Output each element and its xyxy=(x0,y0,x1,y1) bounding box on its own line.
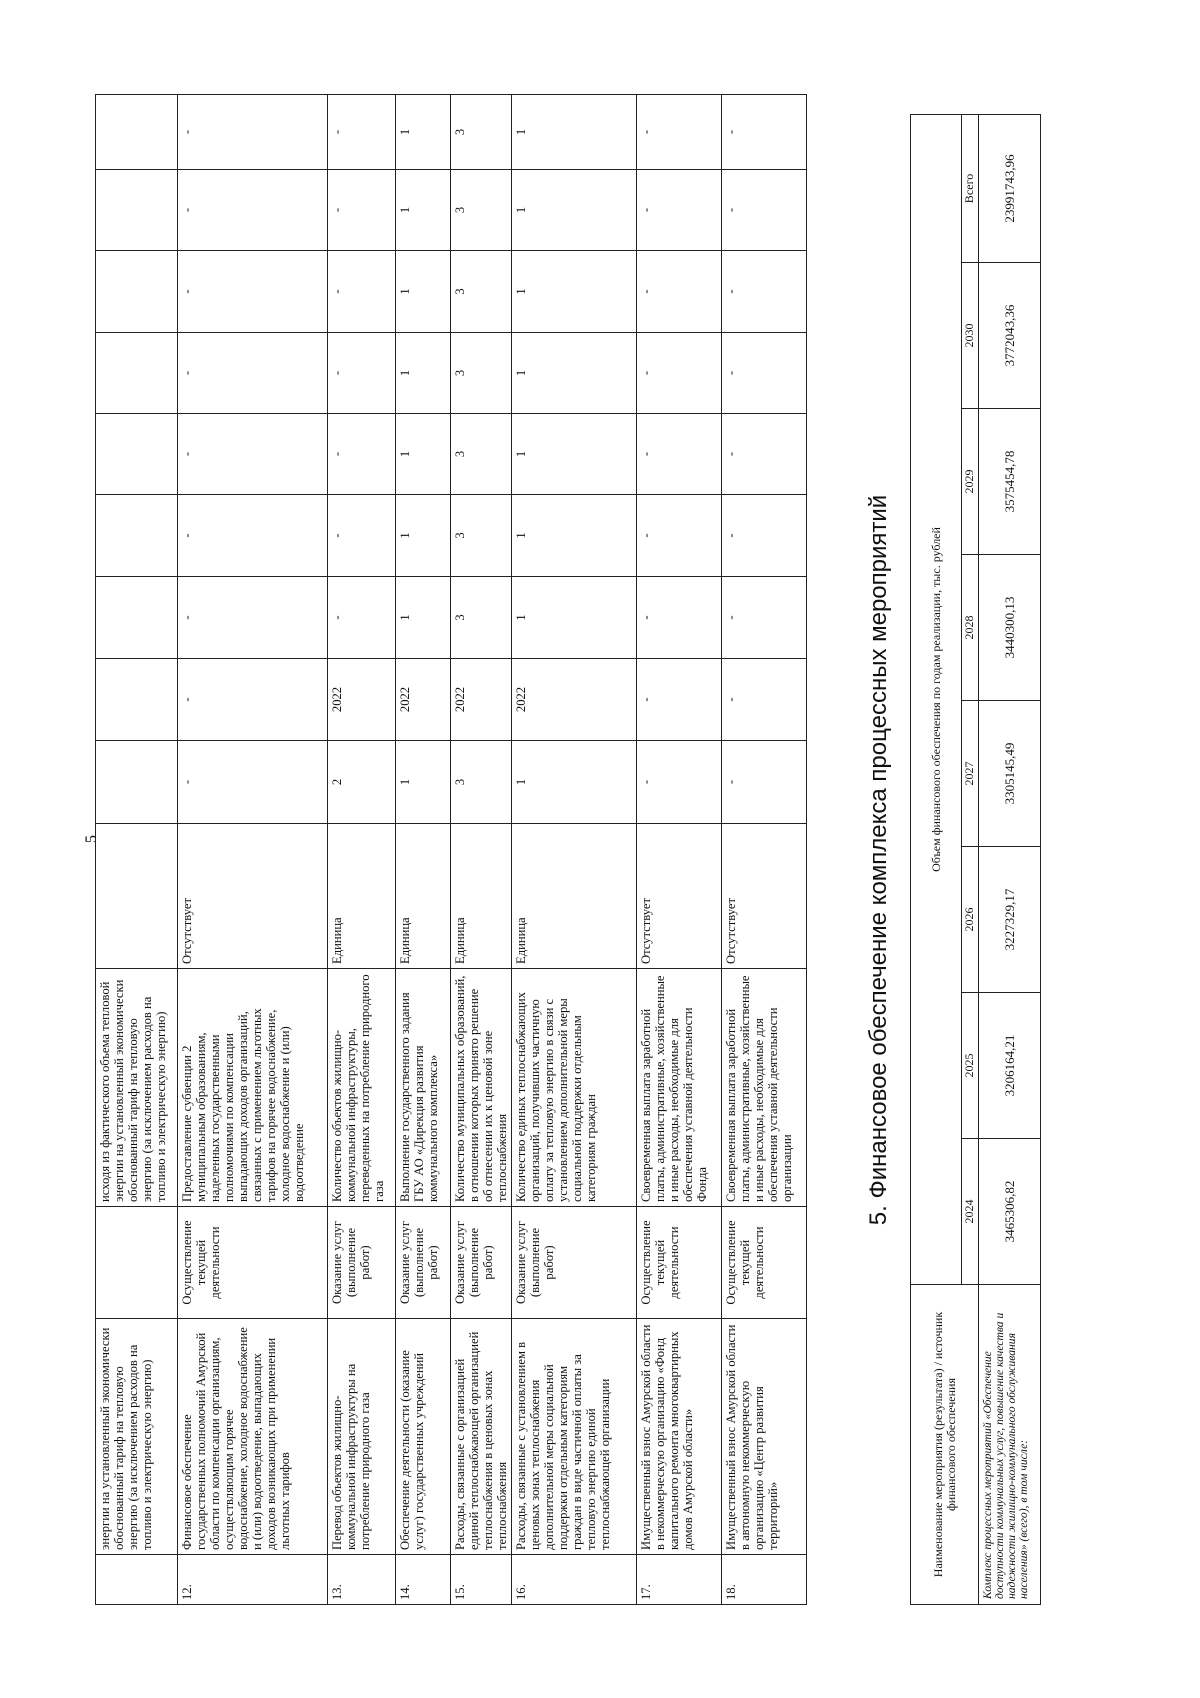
unit-of-measure: Единица xyxy=(396,824,451,969)
result-description: Количество единых теплоснабжающих организаций, получивших частичную оплату за тепловую энергию в связи с установлением дополнительной меры социальной поддержки отдельным категориям граждан xyxy=(512,969,637,1207)
value-2028: - xyxy=(722,251,807,333)
base-value: 1 xyxy=(512,741,637,824)
value-2028: 3 xyxy=(451,251,512,333)
value-2030: - xyxy=(637,95,722,170)
value-2026 xyxy=(96,414,178,495)
process-measures-table xyxy=(95,94,807,1605)
row-number: 16. xyxy=(512,1555,637,1605)
value-2030: 1 xyxy=(396,95,451,170)
row-number: 17. xyxy=(637,1555,722,1605)
unit-of-measure: Отсутствует xyxy=(178,824,328,969)
value-2026: - xyxy=(328,414,396,495)
value-2027: - xyxy=(722,333,807,414)
rotated-page-content xyxy=(95,85,1105,1605)
base-year: 2022 xyxy=(512,659,637,741)
financing-year-header: Всего xyxy=(962,114,979,262)
financing-value: 3206164,21 xyxy=(979,993,1041,1139)
value-2027: 3 xyxy=(451,333,512,414)
value-2024: - xyxy=(722,577,807,659)
base-value: 1 xyxy=(396,741,451,824)
measure-name: энергии на установленный экономически обоснованный тариф на тепловую энергию (за исключением расходов на топливо и электрическую энергию) xyxy=(96,1319,178,1555)
row-number xyxy=(96,1555,178,1605)
value-2030: - xyxy=(178,95,328,170)
value-2029: - xyxy=(722,170,807,251)
financing-value: 3227329,17 xyxy=(979,847,1041,993)
financing-year-header: 2029 xyxy=(962,409,979,555)
value-2024: 1 xyxy=(512,577,637,659)
value-2025: - xyxy=(178,495,328,577)
value-2024: - xyxy=(178,577,328,659)
value-2026: - xyxy=(637,414,722,495)
value-2025 xyxy=(96,495,178,577)
measure-type: Осуществление текущей деятельности xyxy=(637,1207,722,1319)
base-value: - xyxy=(178,741,328,824)
row-number: 15. xyxy=(451,1555,512,1605)
value-2024: - xyxy=(637,577,722,659)
base-year: 2022 xyxy=(396,659,451,741)
unit-of-measure: Единица xyxy=(328,824,396,969)
financing-year-header: 2027 xyxy=(962,701,979,847)
financing-year-header: 2026 xyxy=(962,847,979,993)
table-row xyxy=(328,95,396,1605)
base-year: - xyxy=(722,659,807,741)
unit-of-measure xyxy=(96,824,178,969)
row-number: 18. xyxy=(722,1555,807,1605)
unit-of-measure: Отсутствует xyxy=(722,824,807,969)
measure-name: Имущественный взнос Амурской области в некоммерческую организацию «Фонд капитального ремонта многоквартирных домов Амурской области» xyxy=(637,1319,722,1555)
financing-value: 3575454,78 xyxy=(979,409,1041,555)
table-row xyxy=(722,95,807,1605)
measure-type: Осуществление текущей деятельности xyxy=(178,1207,328,1319)
value-2029: 1 xyxy=(396,170,451,251)
result-description: Своевременная выплата заработной платы, административные, хозяйственные и иные расходы, необходимые для обеспечения уставной деятельности Фонда xyxy=(637,969,722,1207)
value-2024: - xyxy=(328,577,396,659)
measure-name: Обеспечение деятельности (оказание услуг) государственных учреждений xyxy=(396,1319,451,1555)
result-description: Количество объектов жилищно-коммунальной инфраструктуры, переведенных на потребление природного газа xyxy=(328,969,396,1207)
value-2028 xyxy=(96,251,178,333)
row-number: 12. xyxy=(178,1555,328,1605)
value-2028: - xyxy=(637,251,722,333)
value-2024: 1 xyxy=(396,577,451,659)
financing-value: 3440300,13 xyxy=(979,555,1041,701)
value-2027: 1 xyxy=(512,333,637,414)
base-value: - xyxy=(637,741,722,824)
value-2029: 1 xyxy=(512,170,637,251)
base-year: 2022 xyxy=(451,659,512,741)
result-description: Своевременная выплата заработной платы, административные, хозяйственные и иные расходы, необходимые для обеспечения уставной деятельности организации xyxy=(722,969,807,1207)
measure-name: Перевод объектов жилищно-коммунальной инфраструктуры на потребление природного газа xyxy=(328,1319,396,1555)
value-2029: 3 xyxy=(451,170,512,251)
value-2030: 1 xyxy=(512,95,637,170)
value-2027: - xyxy=(178,333,328,414)
value-2027: - xyxy=(328,333,396,414)
table-row xyxy=(512,95,637,1605)
value-2026: - xyxy=(178,414,328,495)
measure-type xyxy=(96,1207,178,1319)
table-row xyxy=(637,95,722,1605)
unit-of-measure: Отсутствует xyxy=(637,824,722,969)
value-2024 xyxy=(96,577,178,659)
financing-value: 3772043,36 xyxy=(979,263,1041,409)
unit-of-measure: Единица xyxy=(512,824,637,969)
value-2029: - xyxy=(328,170,396,251)
financing-table xyxy=(910,114,1041,1605)
value-2025: 1 xyxy=(512,495,637,577)
measure-type: Оказание услуг (выполнение работ) xyxy=(451,1207,512,1319)
measure-name: Финансовое обеспечение государственных полномочий Амурской области по компенсации организациям, осуществляющим горячее водоснабжение, холодное водоснабжение и (или) водоотведение, выпадающих доходов возникающих при применении льготных тарифов xyxy=(178,1319,328,1555)
result-description: исходя из фактического объема тепловой энергии на установленный экономически обоснованный тариф на тепловую энергию (за исключением расходов на топливо и электрическую энергию) xyxy=(96,969,178,1207)
base-year xyxy=(96,659,178,741)
measure-name: Расходы, связанные с установлением в ценовых зонах теплоснабжения дополнительной меры социальной поддержки отдельным категориям граждан в виде частичной оплаты за тепловую энергию единой теплоснабжающей организации xyxy=(512,1319,637,1555)
value-2030: - xyxy=(722,95,807,170)
value-2027: 1 xyxy=(396,333,451,414)
value-2026: 1 xyxy=(512,414,637,495)
result-description: Предоставление субвенции 2 муниципальным образованиям, наделенных государственными полномочиями по компенсации выпадающих доходов организаций, связанных с применением льготных тарифов на горячее водоснабжение, холодное водоснабжение и (или) водоотведение xyxy=(178,969,328,1207)
value-2025: - xyxy=(328,495,396,577)
financing-value: 3465306,82 xyxy=(979,1139,1041,1285)
base-value: 2 xyxy=(328,741,396,824)
base-value xyxy=(96,741,178,824)
value-2027: - xyxy=(637,333,722,414)
financing-value: 23991743,96 xyxy=(979,114,1041,262)
financing-header-volume: Объем финансового обеспечения по годам реализации, тыс. рублей xyxy=(911,114,962,1284)
measure-type: Оказание услуг (выполнение работ) xyxy=(396,1207,451,1319)
financing-year-header: 2028 xyxy=(962,555,979,701)
base-year: - xyxy=(637,659,722,741)
financing-value: 3305145,49 xyxy=(979,701,1041,847)
value-2025: - xyxy=(722,495,807,577)
value-2026: 3 xyxy=(451,414,512,495)
table-row xyxy=(451,95,512,1605)
value-2025: 3 xyxy=(451,495,512,577)
value-2030: - xyxy=(328,95,396,170)
measure-type: Осуществление текущей деятельности xyxy=(722,1207,807,1319)
section-5-title: 5. Финансовое обеспечение комплекса процессных мероприятий xyxy=(865,494,892,1226)
measure-name: Расходы, связанные с организацией единой теплоснабжающей организацией теплоснабжения в ценовых зонах теплоснабжения xyxy=(451,1319,512,1555)
value-2025: - xyxy=(637,495,722,577)
table-row xyxy=(396,95,451,1605)
measure-type: Оказание услуг (выполнение работ) xyxy=(512,1207,637,1319)
base-year: 2022 xyxy=(328,659,396,741)
financing-year-header: 2030 xyxy=(962,263,979,409)
financing-year-header: 2025 xyxy=(962,993,979,1139)
base-value: - xyxy=(722,741,807,824)
value-2028: 1 xyxy=(512,251,637,333)
unit-of-measure: Единица xyxy=(451,824,512,969)
value-2028: - xyxy=(328,251,396,333)
table-row xyxy=(96,95,178,1605)
row-number: 13. xyxy=(328,1555,396,1605)
value-2029: - xyxy=(178,170,328,251)
value-2025: 1 xyxy=(396,495,451,577)
row-number: 14. xyxy=(396,1555,451,1605)
value-2029 xyxy=(96,170,178,251)
value-2028: 1 xyxy=(396,251,451,333)
financing-header-name: Наименование мероприятия (результата) / источник финансового обеспечения xyxy=(911,1285,979,1605)
value-2030: 3 xyxy=(451,95,512,170)
value-2027 xyxy=(96,333,178,414)
value-2026: 1 xyxy=(396,414,451,495)
value-2030 xyxy=(96,95,178,170)
table-row xyxy=(178,95,328,1605)
measure-type: Оказание услуг (выполнение работ) xyxy=(328,1207,396,1319)
result-description: Выполнение государственного задания ГБУ АО «Дирекция развития коммунального комплекса» xyxy=(396,969,451,1207)
value-2028: - xyxy=(178,251,328,333)
financing-year-header: 2024 xyxy=(962,1139,979,1285)
result-description: Количество муниципальных образований, в отношении которых принято решение об отнесении их к ценовой зоне теплоснабжения xyxy=(451,969,512,1207)
measure-name: Имущественный взнос Амурской области в автономную некоммерческую организацию «Центр развития территорий» xyxy=(722,1319,807,1555)
value-2029: - xyxy=(637,170,722,251)
page-number: 5 xyxy=(83,835,100,843)
base-value: 3 xyxy=(451,741,512,824)
complex-label: Комплекс процессных мероприятий «Обеспечение доступности коммунальных услуг, повышение качества и надежности жилищно-коммунального обслуживания населения» (всего), в том числе: xyxy=(979,1285,1041,1605)
base-year: - xyxy=(178,659,328,741)
value-2026: - xyxy=(722,414,807,495)
value-2024: 3 xyxy=(451,577,512,659)
